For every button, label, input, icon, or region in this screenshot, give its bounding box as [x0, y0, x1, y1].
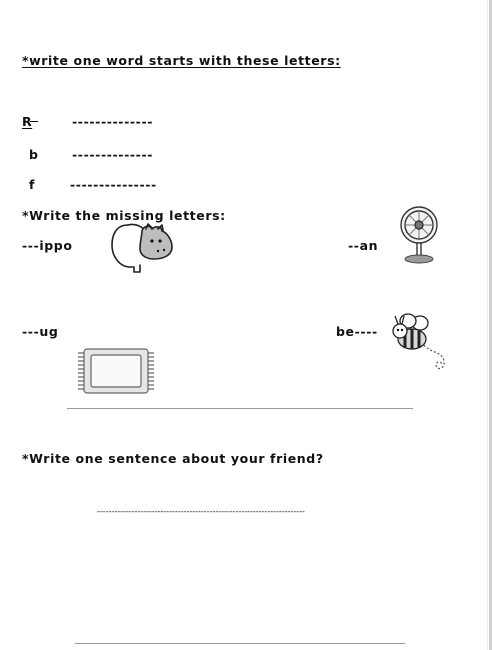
letter-r-underline	[30, 121, 38, 122]
answer-blank-f[interactable]: ---------------	[70, 177, 157, 192]
missing-letters-bee[interactable]: be----	[336, 324, 378, 339]
answer-blank-r[interactable]: --------------	[72, 114, 154, 129]
rug-icon	[76, 345, 156, 397]
letter-b: b	[29, 147, 39, 162]
missing-letters-hippo[interactable]: ---ippo	[22, 238, 73, 253]
section-divider	[67, 408, 413, 409]
letter-f: f	[29, 177, 36, 192]
page-edge-shadow	[487, 0, 488, 650]
sentence-answer-line[interactable]: ------------------------------------------------------------------------	[97, 507, 305, 516]
instruction-3: *Write one sentence about your friend?	[22, 451, 324, 466]
bee-icon	[390, 309, 448, 377]
instruction-1: *write one word starts with these letters:	[22, 53, 341, 68]
missing-letters-fan[interactable]: --an	[348, 238, 379, 253]
hippo-icon	[108, 219, 178, 275]
bottom-line	[75, 643, 405, 644]
missing-letters-rug[interactable]: ---ug	[22, 324, 59, 339]
instruction-2: *Write the missing letters:	[22, 208, 226, 223]
fan-icon	[398, 204, 440, 266]
letter-r: R	[22, 114, 33, 129]
answer-blank-b[interactable]: --------------	[72, 147, 154, 162]
